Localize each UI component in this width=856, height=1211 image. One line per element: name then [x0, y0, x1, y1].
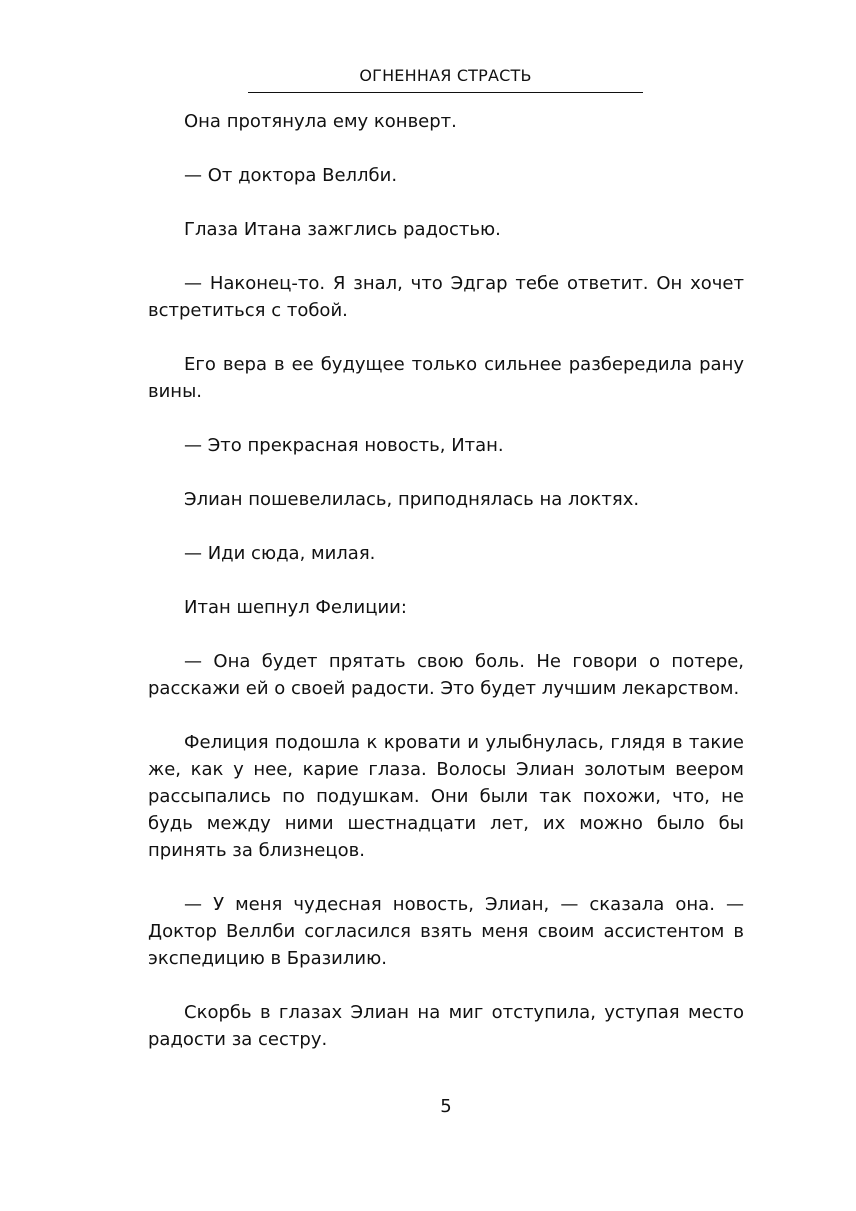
paragraph: — Она будет прятать свою боль. Не говори о потере, расскажи ей о своей радости. Это будет лучшим лекарством. [148, 651, 744, 699]
paragraph: Она протянула ему конверт. [184, 111, 457, 132]
paragraph: — Иди сюда, милая. [184, 543, 376, 564]
body-text [148, 108, 744, 1080]
paragraph: — Наконец-то. Я знал, что Эдгар тебе ответит. Он хочет встретиться с тобой. [148, 273, 744, 321]
page-number: 5 [440, 1096, 452, 1117]
paragraph: Итан шепнул Фелиции: [184, 597, 407, 618]
paragraph: Скорбь в глазах Элиан на миг отступила, уступая место радости за сестру. [148, 1002, 744, 1050]
paragraph: Фелиция подошла к кровати и улыбнулась, глядя в такие же, как у нее, карие глаза. Волосы Элиан золотым веером рассыпались по подушкам. Они были так похожи, что, не будь между ними шестнадцати лет, их можно было бы принять за близнецов. [148, 732, 744, 861]
paragraph: — От доктора Веллби. [184, 165, 398, 186]
paragraph: — Это прекрасная новость, Итан. [184, 435, 504, 456]
paragraph: — У меня чудесная новость, Элиан, — сказала она. — Доктор Веллби согласился взять меня своим ассистентом в экспедицию в Бразилию. [148, 894, 744, 969]
running-header-title: ОГНЕННАЯ СТРАСТЬ [248, 64, 643, 93]
paragraph: Глаза Итана зажглись радостью. [184, 219, 501, 240]
paragraph: Его вера в ее будущее только сильнее разбередила рану вины. [148, 354, 744, 402]
paragraph: Элиан пошевелилась, приподнялась на локтях. [184, 489, 640, 510]
